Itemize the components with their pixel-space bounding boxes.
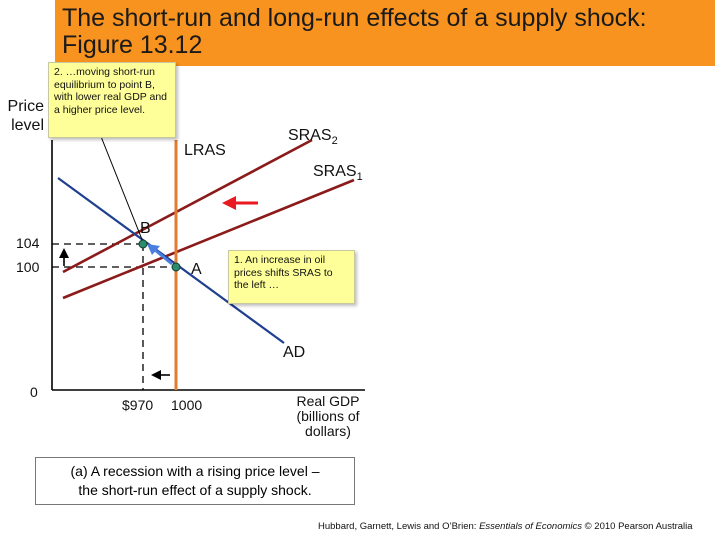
callout-pointer [100,134,143,242]
x-axis-title-line2: (billions of [296,408,360,424]
sras2-label-text: SRAS [288,127,332,144]
gdp-left-arrow-head [151,370,161,380]
source-authors: Hubbard, Garnett, Lewis and O’Brien: [318,521,480,532]
y-axis-title-line2: level [11,117,44,134]
x-axis-title [287,394,369,439]
y-tick-100: 100 [16,259,40,275]
moving-equilibrium-callout: 2. …moving short-run equilibrium to point B, with lower real GDP and a higher price level. [48,62,176,138]
source-rest: © 2010 Pearson Australia [582,521,693,532]
sras2-label-sub: 2 [331,135,338,148]
shift-arrow-head [222,196,236,210]
point-a-label: A [191,261,202,278]
sras1-label [313,163,363,183]
x-axis-title-line1: Real GDP [296,393,360,409]
x-tick-1000: 1000 [171,397,203,413]
point-b-marker [139,240,147,248]
point-a-marker [172,263,180,271]
chart-title: The short-run and long-run effects of a supply shock: Figure 13.12 [62,4,647,59]
figure-caption [35,457,355,505]
sras1-label-sub: 1 [356,171,363,184]
x-axis-title-line3: dollars) [305,423,351,439]
sras2-label [288,127,338,147]
sras1-label-text: SRAS [313,163,357,180]
point-b-label: B [140,220,151,237]
origin-label: 0 [30,384,38,400]
source-book: Essentials of Economics [479,521,583,532]
movement-arrow-shaft [155,250,172,264]
source-credit [318,521,693,532]
x-tick-970: $970 [122,397,154,413]
lras-label: LRAS [184,142,226,159]
ad-label: AD [283,344,306,361]
caption-line1: (a) A recession with a rising price level – [70,463,320,479]
oil-price-callout: 1. An increase in oil prices shifts SRAS to the left … [228,250,355,304]
price-up-arrow-head [59,248,69,258]
y-tick-104: 104 [16,235,40,251]
y-axis-title [4,97,44,135]
y-axis-title-line1: Price [7,98,44,115]
caption-line2: the short-run effect of a supply shock. [78,482,312,498]
